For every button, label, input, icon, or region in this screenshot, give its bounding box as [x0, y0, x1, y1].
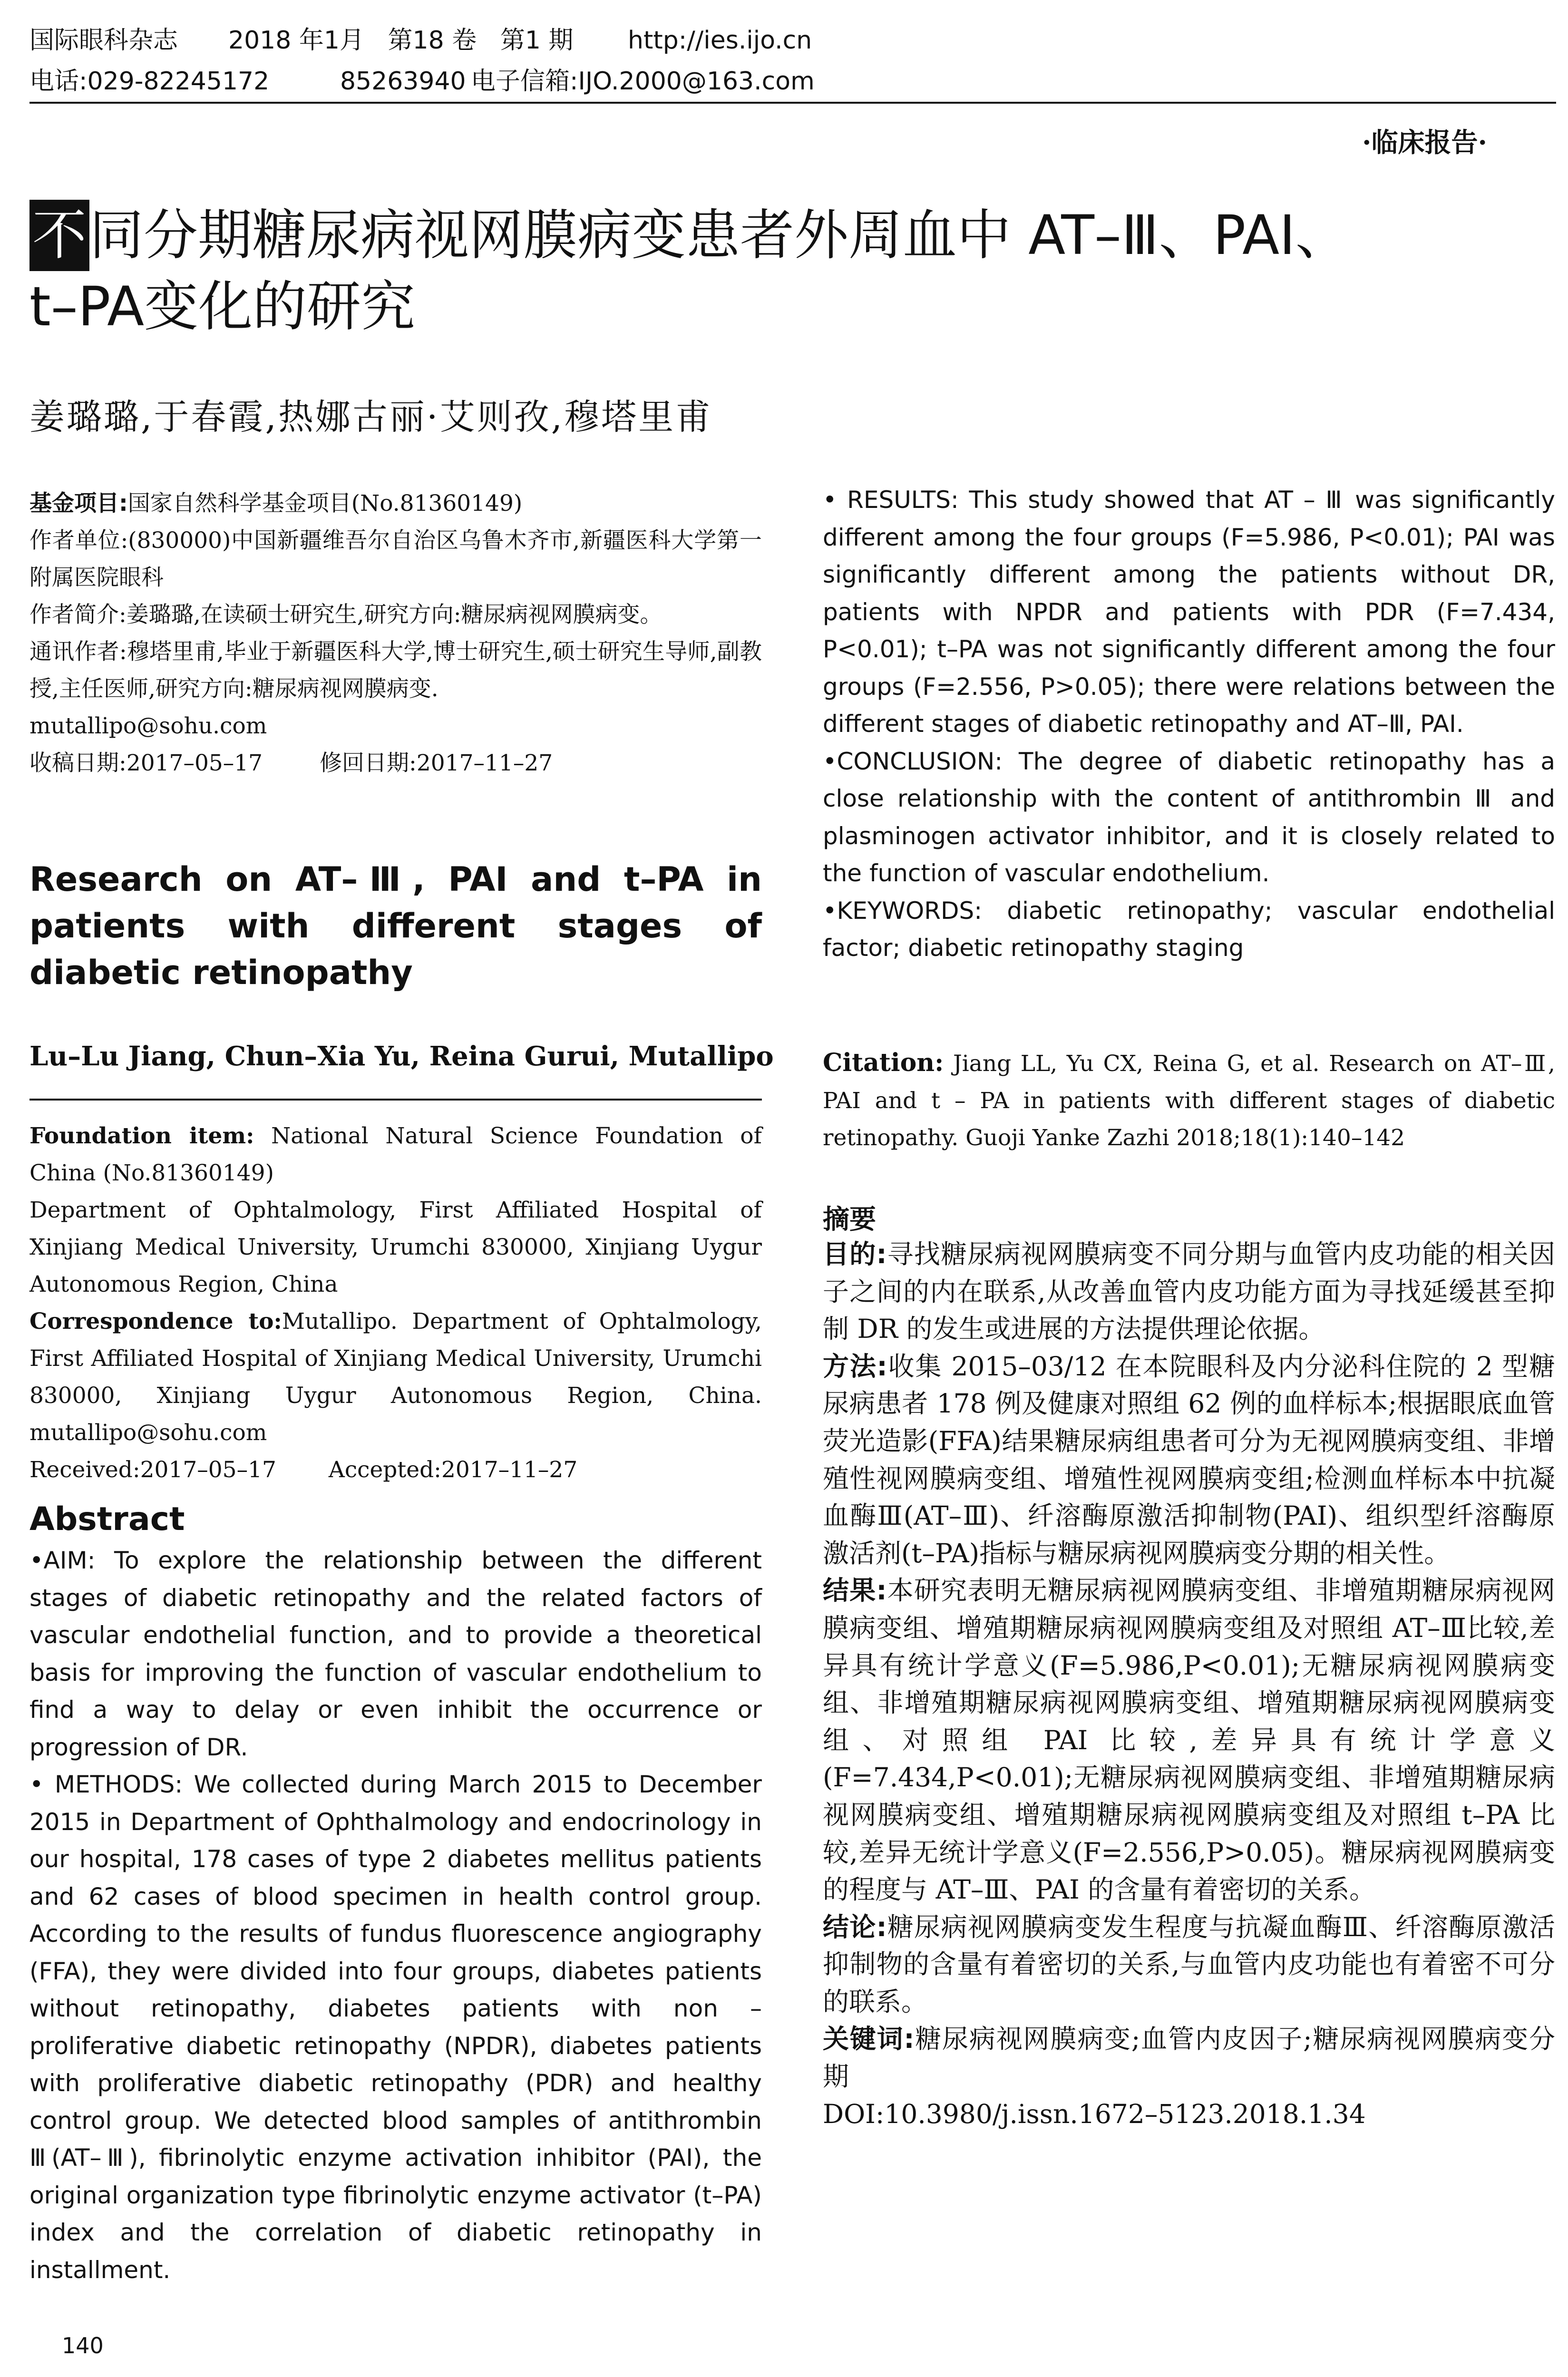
abstract-heading: Abstract: [29, 1500, 185, 1538]
authors-cn: 姜璐璐,于春霞,热娜古丽·艾则孜,穆塔里甫: [29, 397, 713, 438]
revised-date: 修回日期:2017–11–27: [320, 750, 553, 776]
corresponding-author: 通讯作者:穆塔里甫,毕业于新疆医科大学,博士研究生,硕士研究生导师,副教授,主任医师,研究方向:糖尿病视网膜病变.: [29, 639, 762, 702]
journal-url[interactable]: http://ies.ijo.cn: [628, 26, 812, 55]
cn-methods-text: 收集 2015–03/12 在本院眼科及内分泌科住院的 2 型糖尿病患者 178 例及健康对照组 62 例的血样标本;根据眼底血管荧光造影(FFA)结果糖尿病组患者可分为无视网膜病变组、非增殖性视网膜病变组、增殖性视网膜病变组;检测血样标本中抗凝血酶Ⅲ(AT–Ⅲ)、纤溶酶原激活抑制物(PAI)、组织型纤溶酶原激活剂(t–PA)指标与糖尿病视网膜病变分期的相关性。: [823, 1351, 1555, 1568]
accepted-en: Accepted:2017–11–27: [328, 1457, 578, 1483]
results-label: • RESULTS:: [823, 486, 959, 514]
section-tag: ·临床报告·: [1362, 127, 1487, 158]
cn-abstract-heading: 摘要: [823, 1204, 876, 1235]
received-date: 收稿日期:2017–05–17: [29, 750, 263, 776]
doi[interactable]: DOI:10.3980/j.issn.1672–5123.2018.1.34: [823, 2098, 1366, 2129]
conclusion-label: •CONCLUSION:: [823, 747, 1003, 775]
department-text: Department of Ophtalmology, First Affiliated Hospital of Xinjiang Medical University, Urumchi 830000, Xinjiang Uygur Autonomous Region, China: [29, 1197, 762, 1297]
author-unit: 作者单位:(830000)中国新疆维吾尔自治区乌鲁木齐市,新疆医科大学第一附属医院眼科: [29, 527, 762, 591]
keywords-text: diabetic retinopathy; vascular endothelial factor; diabetic retinopathy staging: [823, 896, 1555, 962]
header-rule: [29, 102, 1556, 104]
cn-results-label: 结果:: [823, 1575, 887, 1606]
received-en: Received:2017–05–17: [29, 1457, 276, 1483]
cn-conclusion-text: 糖尿病视网膜病变发生程度与抗凝血酶Ⅲ、纤溶酶原激活抑制物的含量有着密切的关系,与血管内皮功能也有着密不可分的联系。: [823, 1911, 1555, 2017]
title-first-char: 不: [29, 200, 89, 271]
cn-aim-label: 目的:: [823, 1239, 887, 1269]
english-authors: Lu–Lu Jiang, Chun–Xia Yu, Reina Gurui, Mutallipo: [29, 1041, 774, 1072]
abstract-en-left: [29, 1542, 762, 2289]
journal-phone: 电话:029-82245172 85263940: [29, 67, 466, 96]
keywords-label: •KEYWORDS:: [823, 896, 983, 925]
page-title: [29, 200, 1556, 342]
methods-text: We collected during March 2015 to December 2015 in Department of Ophthalmology and endocrinology in our hospital, 178 cases of type 2 diabetes mellitus patients and 62 cases of blood specimen in health control group. According to the results of fundus fluorescence angiography (FFA), they were divided into four groups, diabetes patients without retinopathy, diabetes patients with non – proliferative diabetic retinopathy (NPDR), diabetes patients with proliferative diabetic retinopathy (PDR) and healthy control group. We detected blood samples of antithrombin Ⅲ(AT–Ⅲ), fibrinolytic enzyme activation inhibitor (PAI), the original organization type fibrinolytic enzyme activator (t–PA) index and the correlation of diabetic retinopathy in installment.: [29, 1771, 762, 2284]
aim-text: To explore the relationship between the different stages of diabetic retinopathy and the related factors of vascular endothelial function, and to provide a theoretical basis for improving the function of vascular endothelium to find a way to delay or even inhibit the occurrence or progression of DR.: [29, 1547, 762, 1761]
fund-text: 国家自然科学基金项目(No.81360149): [127, 490, 523, 516]
citation-text: Jiang LL, Yu CX, Reina G, et al. Research on AT–Ⅲ, PAI and t – PA in patients with different stages of diabetic retinopathy. Guoji Yanke Zazhi 2018;18(1):140–142: [823, 1051, 1555, 1151]
cn-aim-text: 寻找糖尿病视网膜病变不同分期与血管内皮功能的相关因子之间的内在联系,从改善血管内皮功能方面为寻找延缓甚至抑制 DR 的发生或进展的方法提供理论依据。: [823, 1239, 1555, 1344]
corresponding-email[interactable]: mutallipo@sohu.com: [29, 713, 267, 739]
page-number: 140: [62, 2333, 104, 2358]
foundation-label: Foundation item:: [29, 1123, 254, 1149]
title-line1: 同分期糖尿病视网膜病变患者外周血中 AT–Ⅲ、PAI、: [89, 204, 1350, 267]
authors-rule: [29, 1099, 762, 1101]
cn-info-block: [29, 485, 762, 782]
journal-name: 国际眼科杂志: [29, 26, 178, 55]
results-text: This study showed that AT – Ⅲ was significantly different among the four groups (F=5.986, P<0.01); PAI was significantly different among the patients without DR, patients with NPDR and patients with PDR (F=7.434, P<0.01); t–PA was not significantly different among the four groups (F=2.556, P>0.05); there were relations between the different stages of diabetic retinopathy and AT–Ⅲ, PAI.: [823, 486, 1555, 738]
cn-methods-label: 方法:: [823, 1351, 887, 1382]
correspondence-text: Mutallipo. Department of Ophtalmology, First Affiliated Hospital of Xinjiang Medical University, Urumchi 830000, Xinjiang Uygur Autonomous Region, China. mutallipo@sohu.com: [29, 1308, 762, 1446]
author-bio: 作者简介:姜璐璐,在读硕士研究生,研究方向:糖尿病视网膜病变。: [29, 602, 662, 628]
cn-conclusion-label: 结论:: [823, 1911, 887, 1942]
correspondence-label: Correspondence to:: [29, 1308, 282, 1335]
cn-keywords-label: 关键词:: [823, 2024, 915, 2055]
foundation-text: National Natural Science Foundation of China (No.81360149): [29, 1123, 762, 1186]
cn-keywords-text: 糖尿病视网膜病变;血管内皮因子;糖尿病视网膜病变分期: [823, 2024, 1555, 2092]
methods-label: • METHODS:: [29, 1771, 183, 1798]
english-title: Research on AT–Ⅲ, PAI and t–PA in patients with different stages of diabetic retinopathy: [29, 860, 762, 992]
citation-block: [823, 1044, 1555, 1157]
journal-email: 电子信箱:IJO.2000@163.com: [471, 67, 815, 96]
conclusion-text: The degree of diabetic retinopathy has a close relationship with the content of antithrombin Ⅲ and plasminogen activator inhibitor, and it is closely related to the function of vascular endothelium.: [823, 747, 1555, 887]
cn-results-text: 本研究表明无糖尿病视网膜病变组、非增殖期糖尿病视网膜病变组、增殖期糖尿病视网膜病变组及对照组 AT–Ⅲ比较,差异具有统计学意义(F=5.986,P<0.01);无糖尿病视网膜病变组、非增殖期糖尿病视网膜病变组、增殖期糖尿病视网膜病变组、对照组 PAI 比较,差异具有统计学意义(F=7.434,P<0.01);无糖尿病视网膜病变组、非增殖期糖尿病视网膜病变组、增殖期糖尿病视网膜病变组及对照组 t–PA 比较,差异无统计学意义(F=2.556,P>0.05)。糖尿病视网膜病变的程度与 AT–Ⅲ、PAI 的含量有着密切的关系。: [823, 1575, 1555, 1905]
abstract-en-right: [823, 481, 1555, 967]
citation-label: Citation:: [823, 1048, 944, 1077]
aim-label: •AIM:: [29, 1547, 96, 1574]
title-line2: t–PA变化的研究: [29, 275, 416, 338]
en-info-block: [29, 1118, 762, 1489]
issue-info: 2018 年1月 第18 卷 第1 期: [228, 26, 574, 55]
fund-label: 基金项目:: [29, 490, 128, 516]
abstract-cn: [823, 1236, 1555, 2133]
